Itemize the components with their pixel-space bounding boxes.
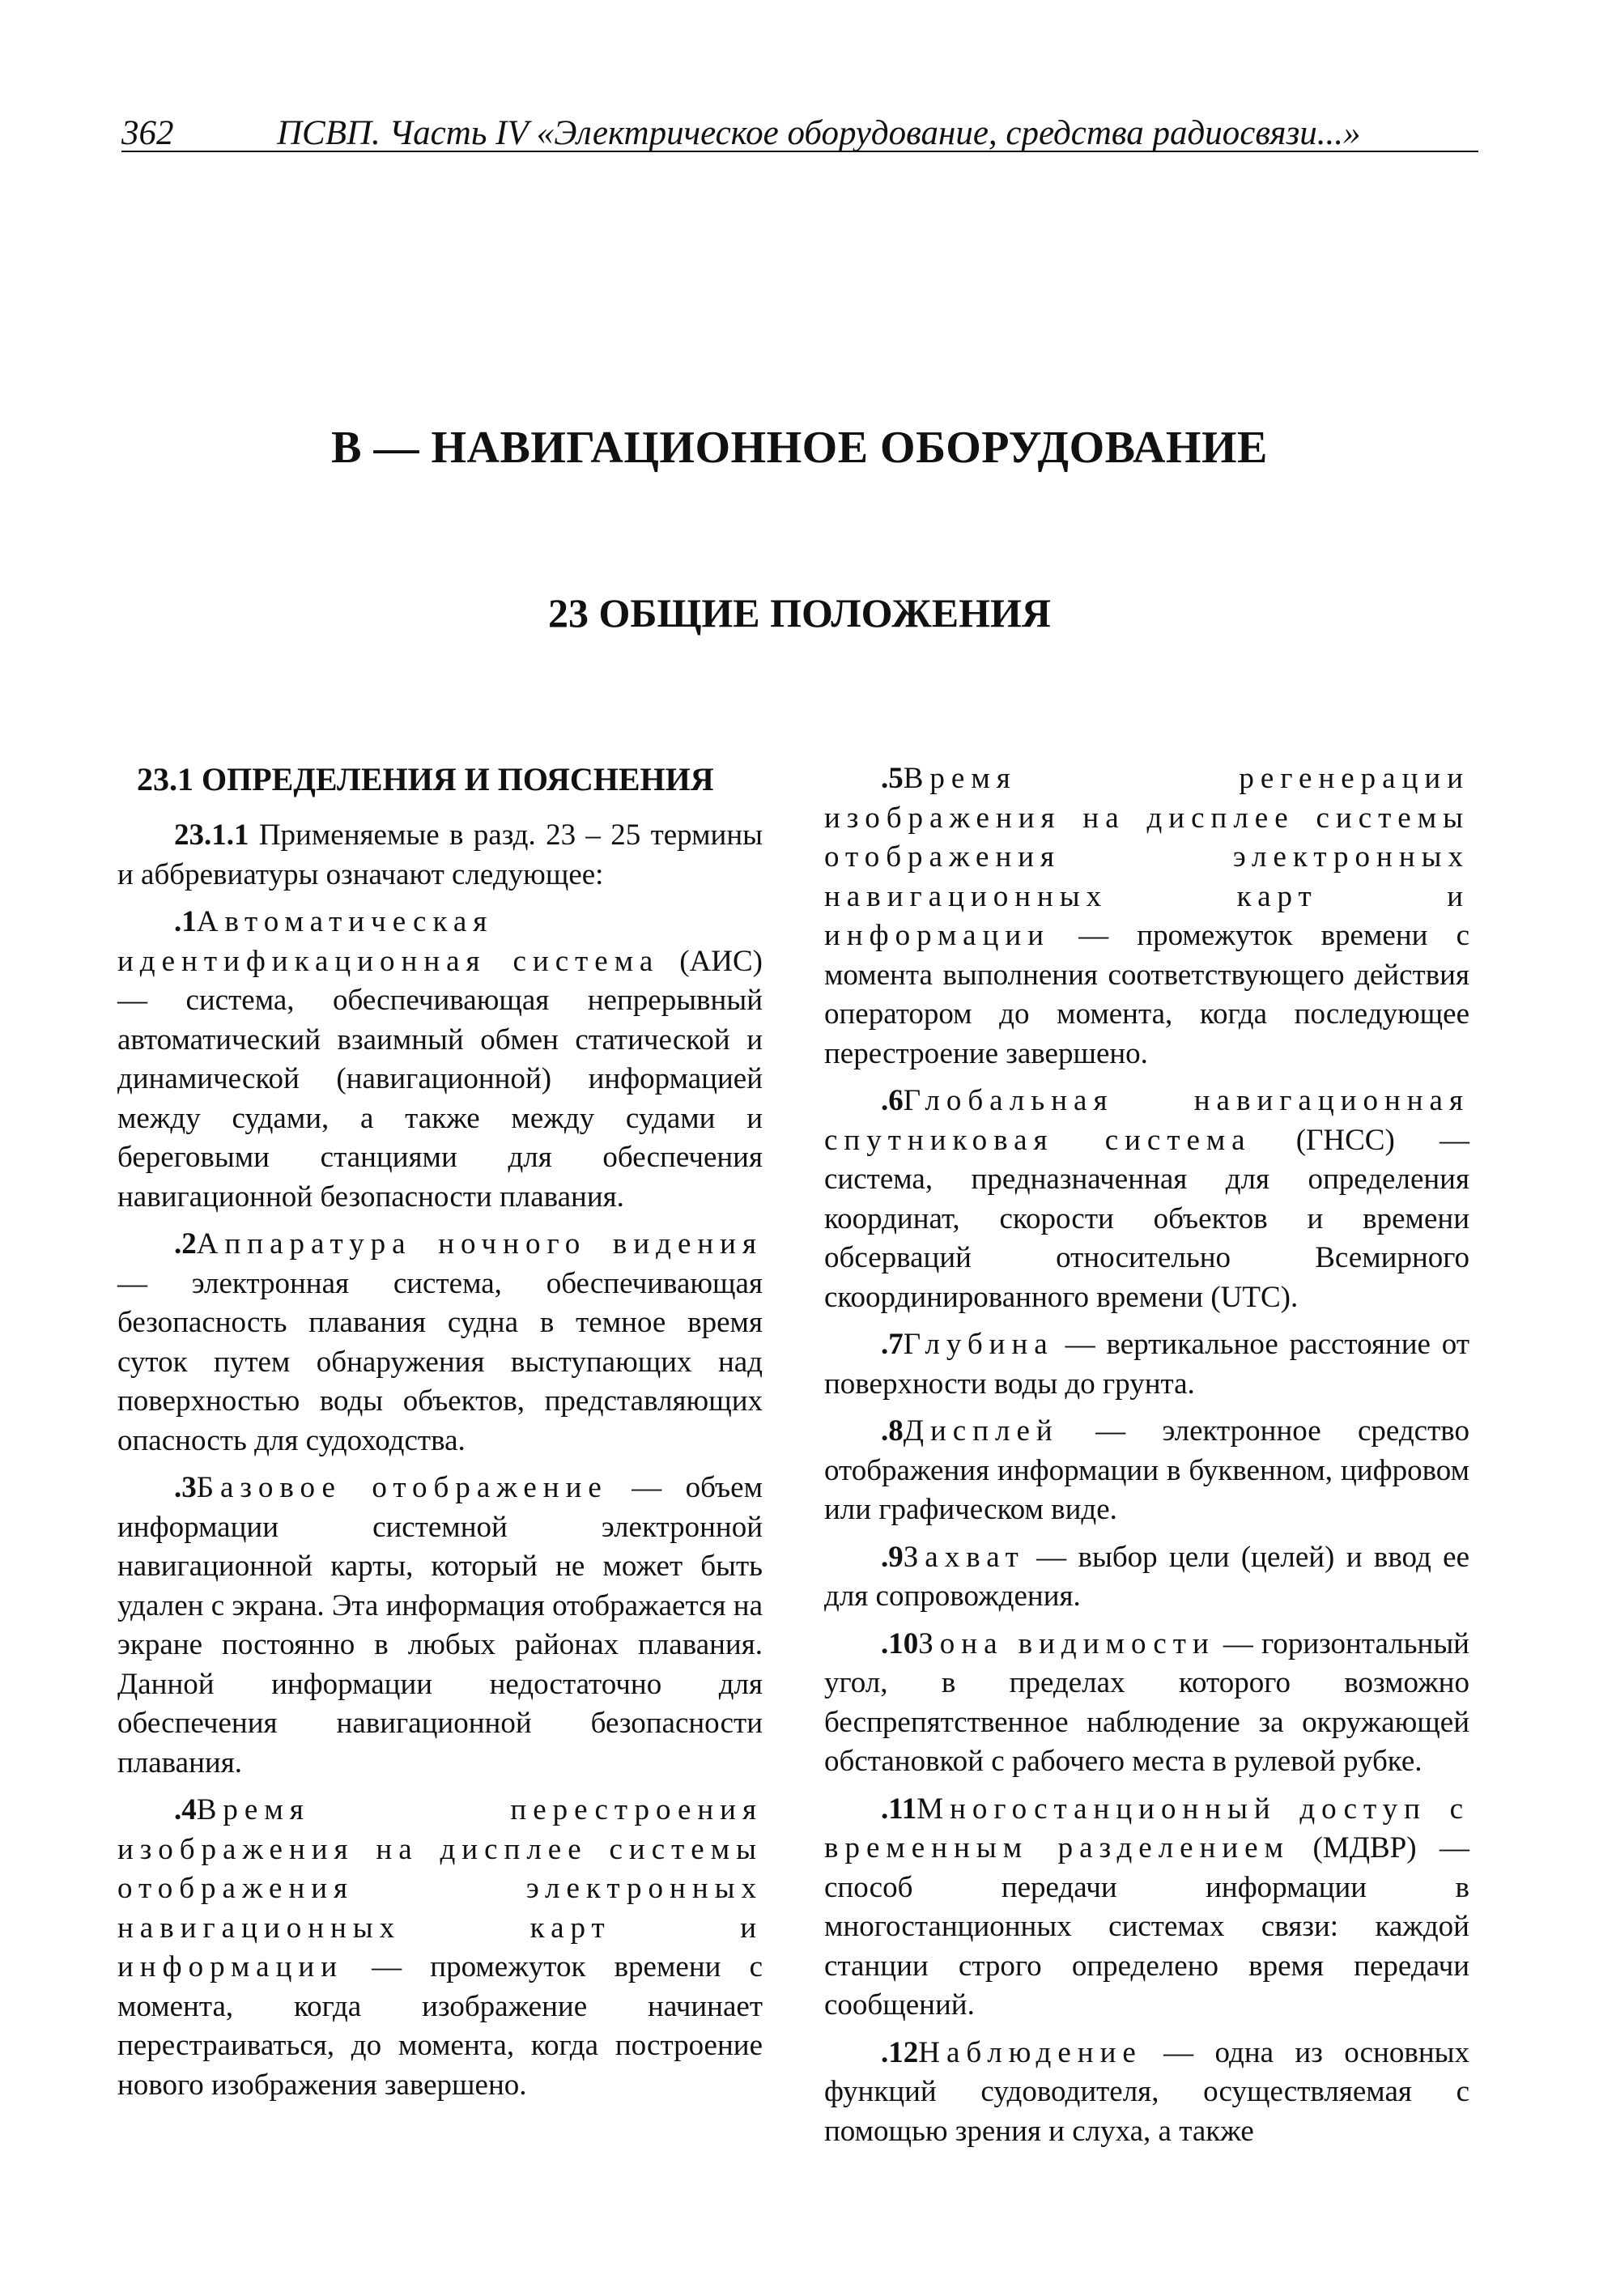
item-number: .12: [881, 2035, 919, 2069]
header-rule: [121, 151, 1478, 152]
item-text: — промежуток времени с момента, когда изображение начинает перестраиваться, до момента, когда построение нового изображения завершено.: [117, 1950, 763, 2102]
header-title: ПСВП. Часть IV «Электрическое оборудование, средства радиосвязи...»: [277, 114, 1361, 152]
definition-item: [824, 1325, 1469, 1404]
item-number: .4: [174, 1793, 197, 1826]
item-text: — вертикальное расстояние от поверхности воды до грунта.: [824, 1328, 1469, 1401]
item-text: — выбор цели (целей) и ввод ее для сопровождения.: [824, 1540, 1469, 1613]
item-text: (ГНСС) — система, предназначенная для определения координат, скорости объектов и времени обсерваций относительно Всемирного скоординированного времени (UTC).: [824, 1123, 1469, 1314]
item-text: (МДВР) — способ передачи информации в многостанционных системах связи: каждой станции строго определено время передачи сообщений.: [824, 1831, 1469, 2022]
definition-item: [824, 1790, 1469, 2026]
item-term: Захват: [903, 1540, 1025, 1574]
item-number: .10: [881, 1626, 919, 1660]
item-number: .1: [174, 905, 197, 938]
item-term: Многостанционный доступ с временным разделением: [824, 1792, 1469, 1864]
definition-item: [824, 2034, 1469, 2152]
item-text: — электронная система, обеспечивающая безопасность плавания судна в темное время суток путем обнаружения выступающих над поверхностью воды объектов, представляющих опасность для судоходства.: [117, 1266, 763, 1457]
item-term: Автоматическая идентификационная система: [117, 905, 660, 978]
item-number: .9: [881, 1540, 904, 1574]
subsection-title: 23.1 ОПРЕДЕЛЕНИЯ И ПОЯСНЕНИЯ: [137, 761, 714, 797]
item-number: .6: [881, 1084, 904, 1117]
intro-paragraph: [117, 816, 763, 895]
definition-item: [117, 1791, 763, 2105]
intro-text: Применяемые в разд. 23 – 25 термины и аббревиатуры означают следующее:: [117, 818, 763, 891]
item-term: Дисплей: [903, 1414, 1059, 1448]
item-term: Глобальная навигационная спутниковая система: [824, 1084, 1469, 1157]
intro-number: 23.1.1: [174, 818, 249, 852]
definition-item: [824, 1625, 1469, 1782]
item-text: — электронное средство отображения информации в буквенном, цифровом или графическом виде.: [824, 1414, 1469, 1526]
item-number: .8: [881, 1414, 904, 1448]
item-number: .7: [881, 1328, 904, 1361]
item-term: Глубина: [903, 1328, 1054, 1361]
definition-item: [824, 1538, 1469, 1617]
page-number: 362: [121, 114, 174, 152]
definition-item: [117, 903, 763, 1217]
item-term: Базовое отображение: [196, 1471, 608, 1504]
section-title: В — НАВИГАЦИОННОЕ ОБОРУДОВАНИЕ: [331, 423, 1268, 473]
item-number: .2: [174, 1227, 197, 1261]
item-text: — одна из основных функций судоводителя, осуществляемая с помощью зрения и слуха, а также: [824, 2035, 1469, 2148]
item-number: .3: [174, 1471, 197, 1504]
item-term: Наблюдение: [918, 2035, 1142, 2069]
right-column: [824, 759, 1469, 2159]
item-text: — объем информации системной электронной навигационной карты, который не может быть удален с экрана. Эта информация отображается на экране постоянно в любых районах плавания. Данной информации недостаточно для обеспечения навигационной безопасности плавания.: [117, 1471, 763, 1779]
item-text: — промежуток времени с момента выполнения соответствующего действия оператором до момента, когда последующее перестроение завершено.: [824, 919, 1469, 1070]
definition-item: [824, 1082, 1469, 1317]
item-text: — горизонтальный угол, в пределах которого возможно беспрепятственное наблюдение за окружающей обстановкой с рабочего места в рулевой рубке.: [824, 1626, 1469, 1778]
item-number: .5: [881, 762, 904, 795]
item-text: (АИС) — система, обеспечивающая непрерывный автоматический взаимный обмен статической и динамической (навигационной) информацией между судами, а также между судами и береговыми станциями для обеспечения навигационной безопасности плавания.: [117, 944, 763, 1214]
item-term: Аппаратура ночного видения: [196, 1227, 763, 1261]
definition-item: [824, 759, 1469, 1074]
definition-item: [117, 1225, 763, 1461]
left-column: [117, 759, 763, 2113]
definition-item: [824, 1412, 1469, 1530]
item-term: Время перестроения изображения на дисплее системы отображения электронных навигационных карт и информации: [117, 1793, 763, 1983]
definition-item: [117, 1469, 763, 1783]
item-term: Зона видимости: [918, 1626, 1215, 1660]
chapter-title: 23 ОБЩИЕ ПОЛОЖЕНИЯ: [548, 590, 1051, 636]
item-number: .11: [881, 1792, 917, 1826]
item-term: Время регенерации изображения на дисплее системы отображения электронных навигационных карт и информации: [824, 762, 1469, 952]
